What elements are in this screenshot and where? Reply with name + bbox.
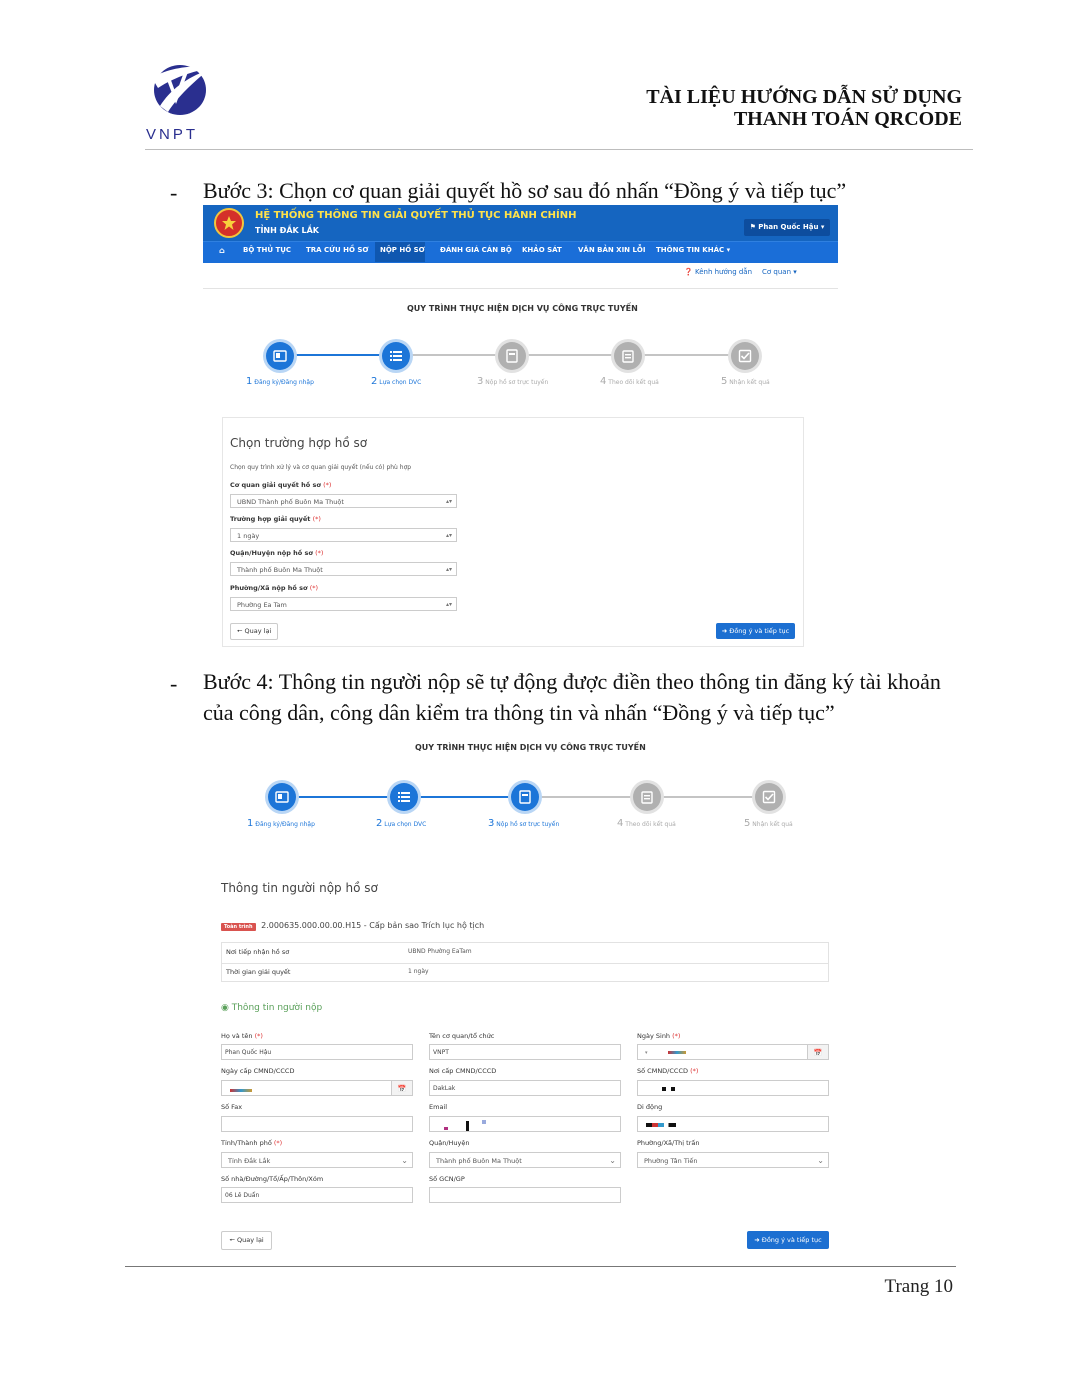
- ward2-select[interactable]: Phường Tân Tiến ⌄: [637, 1152, 829, 1168]
- redacted-mark: [482, 1120, 486, 1124]
- arrow-left-icon: 🠔: [236, 627, 243, 635]
- mobile-input[interactable]: [637, 1116, 829, 1132]
- submit-doc-icon: [518, 790, 532, 804]
- process-step-5: [731, 342, 759, 370]
- footer-divider: [125, 1266, 956, 1267]
- check-circle-icon: ◉: [221, 1003, 229, 1013]
- redacted-mark: [230, 1089, 252, 1092]
- process2-label-4: 4 Theo dõi kết quả: [617, 818, 676, 829]
- district-select[interactable]: Thành phố Buôn Ma Thuột ▴▾: [230, 562, 457, 576]
- id-number-input[interactable]: [637, 1080, 829, 1096]
- process-line: [294, 354, 394, 356]
- step3-bullet: -: [170, 180, 178, 205]
- process-step-2: [382, 342, 410, 370]
- vnpt-logo: [146, 60, 216, 142]
- procedure-line: [221, 921, 484, 930]
- agree-continue-button[interactable]: ➜ Đồng ý và tiếp tục: [716, 623, 795, 639]
- fax-label: Số Fax: [221, 1103, 243, 1111]
- nav-van-ban-xin-loi[interactable]: VĂN BẢN XIN LỖI: [578, 246, 646, 254]
- vnpt-logo-text: VNPT: [146, 126, 199, 143]
- user-menu-button[interactable]: [744, 219, 830, 236]
- check-square-icon: [762, 790, 776, 804]
- nav-thong-tin-khac[interactable]: [656, 246, 730, 254]
- caret-down-icon: ▾: [820, 223, 825, 231]
- redacted-mark: [466, 1121, 469, 1131]
- info-row-value-2: 1 ngày: [408, 968, 429, 975]
- calendar-icon[interactable]: 📅: [807, 1045, 828, 1059]
- organization-label: Tên cơ quan/tổ chức: [429, 1032, 495, 1040]
- document-title-line2: THANH TOÁN QRCODE: [733, 108, 962, 130]
- check-square-icon: [738, 349, 752, 363]
- process2-label-3: 3 Nộp hồ sơ trực tuyến: [488, 818, 560, 829]
- step4-text: [203, 666, 941, 728]
- redacted-mark: [444, 1127, 448, 1130]
- district2-select[interactable]: Thành phố Buôn Ma Thuột ⌄: [429, 1152, 621, 1168]
- step4-text-line2: của công dân, công dân kiểm tra thông tin và nhấn “Đồng ý và tiếp tục”: [203, 700, 835, 725]
- clipboard-icon: [640, 790, 654, 804]
- redacted-mark: [646, 1123, 676, 1127]
- address-label: Số nhà/Đường/Tổ/Ấp/Thôn/Xóm: [221, 1175, 324, 1183]
- redacted-mark: [668, 1051, 686, 1054]
- process2-step-4: [633, 783, 661, 811]
- login-card-icon: [275, 790, 289, 804]
- agency-label: Cơ quan giải quyết hồ sơ (*): [230, 481, 332, 489]
- license-label: Số GCN/GP: [429, 1175, 465, 1183]
- process-step-1: [266, 342, 294, 370]
- ward-select[interactable]: Phường Ea Tam ▴▾: [230, 597, 457, 611]
- caret-down-icon: ▾: [726, 246, 731, 254]
- nav-khao-sat[interactable]: KHẢO SÁT: [522, 246, 562, 254]
- issue-place-input[interactable]: DakLak: [429, 1080, 621, 1096]
- step4-text-line1: Bước 4: Thông tin người nộp sẽ tự động được điền theo thông tin đăng ký tài khoản: [203, 669, 941, 694]
- fullname-label: Họ và tên (*): [221, 1032, 263, 1040]
- portal-province: TỈNH ĐẮK LẮK: [255, 226, 319, 235]
- portal-nav-bar: [203, 241, 838, 263]
- nav-danh-gia-can-bo[interactable]: ĐÁNH GIÁ CÁN BỘ: [440, 246, 512, 254]
- procedure-info-table: [221, 942, 829, 982]
- document-title: [646, 86, 962, 130]
- case-selection-hint: Chọn quy trình xử lý và cơ quan giải quyết (nếu có) phù hợp: [230, 464, 412, 471]
- address-input[interactable]: 06 Lê Duẩn: [221, 1187, 413, 1203]
- header-divider: [145, 149, 973, 150]
- online-badge: Toàn trình: [221, 923, 256, 931]
- chevron-down-icon: ⌄: [609, 1156, 616, 1165]
- step4-bullet: -: [170, 671, 178, 696]
- issue-date-input[interactable]: [221, 1080, 413, 1096]
- page-number: Trang 10: [884, 1276, 953, 1297]
- back-button[interactable]: 🠔 Quay lại: [230, 623, 278, 640]
- ward-label: Phường/Xã nộp hồ sơ (*): [230, 584, 319, 592]
- info-row-label-2: Thời gian giải quyết: [226, 968, 291, 976]
- ward2-label: Phường/Xã/Thị trấn: [637, 1139, 700, 1147]
- mobile-label: Di động: [637, 1103, 663, 1111]
- select-arrow-icon: ▴▾: [445, 498, 452, 505]
- issue-date-label: Ngày cấp CMND/CCCD: [221, 1067, 295, 1075]
- select-arrow-icon: ▴▾: [445, 566, 452, 573]
- agency-link[interactable]: [762, 268, 797, 276]
- process-label-5: 5 Nhận kết quả: [721, 376, 770, 387]
- province-select[interactable]: Tỉnh Đắk Lắk ⌄: [221, 1152, 413, 1168]
- fullname-input[interactable]: Phan Quốc Hậu: [221, 1044, 413, 1060]
- nav-bo-thu-tuc[interactable]: BỘ THỦ TỤC: [243, 246, 292, 254]
- process2-step-1: [268, 783, 296, 811]
- applicant-section-title: ◉ Thông tin người nộp: [221, 1003, 323, 1013]
- redacted-mark: [671, 1087, 675, 1091]
- info-row-label-1: Nơi tiếp nhận hồ sơ: [226, 948, 290, 956]
- help-link[interactable]: [684, 268, 752, 276]
- dropdown-arrow-icon: ▾: [645, 1050, 648, 1056]
- select-arrow-icon: ▴▾: [445, 532, 452, 539]
- calendar-icon[interactable]: 📅: [391, 1081, 412, 1095]
- process-label-3: 3 Nộp hồ sơ trực tuyến: [477, 376, 549, 387]
- process2-step-5: [755, 783, 783, 811]
- case-selection-heading: Chọn trường hợp hồ sơ: [230, 436, 368, 450]
- organization-input[interactable]: VNPT: [429, 1044, 621, 1060]
- nav-thong-tin-khac-label: THÔNG TIN KHÁC: [656, 246, 725, 254]
- portal-system-title: HỆ THỐNG THÔNG TIN GIẢI QUYẾT THỦ TỤC HÀNH CHÍNH: [255, 210, 577, 221]
- chevron-down-icon: ⌄: [817, 1156, 824, 1165]
- id-number-label: Số CMND/CCCD (*): [637, 1067, 699, 1075]
- process2-step-2: [390, 783, 418, 811]
- submit-doc-icon: [505, 349, 519, 363]
- login-card-icon: [273, 349, 287, 363]
- email-input[interactable]: [429, 1116, 621, 1132]
- agency-select[interactable]: UBND Thành phố Buôn Ma Thuột ▴▾: [230, 494, 457, 508]
- redacted-mark: [662, 1087, 666, 1091]
- arrow-right-icon: ➜: [721, 627, 728, 635]
- user-name: Phan Quốc Hậu: [758, 223, 819, 231]
- nav-tra-cuu-ho-so[interactable]: TRA CỨU HỒ SƠ: [306, 246, 369, 254]
- process2-label-2: 2 Lựa chọn DVC: [376, 818, 427, 829]
- birthdate-input[interactable]: [637, 1044, 829, 1060]
- vnpt-logo-mark-icon: [146, 60, 216, 120]
- procedure-name: 2.000635.000.00.00.H15 - Cấp bản sao Trích lục hộ tịch: [261, 921, 485, 930]
- district2-label: Quận/Huyện: [429, 1139, 470, 1147]
- national-emblem-icon: [214, 208, 244, 238]
- birthdate-label: Ngày Sinh (*): [637, 1032, 681, 1040]
- process-title-2: QUY TRÌNH THỰC HIỆN DỊCH VỤ CÔNG TRỰC TUYẾN: [415, 743, 646, 752]
- process2-label-1: 1 Đăng ký/Đăng nhập: [247, 818, 315, 829]
- document-title-line1: TÀI LIỆU HƯỚNG DẪN SỬ DỤNG: [646, 86, 962, 108]
- portal-divider: [203, 288, 838, 289]
- license-input[interactable]: [429, 1187, 621, 1203]
- case-label: Trường hợp giải quyết (*): [230, 515, 321, 523]
- agree-continue-button-2[interactable]: ➜ Đồng ý và tiếp tục: [747, 1231, 829, 1249]
- process-step-4: [614, 342, 642, 370]
- process2-step-3: [511, 783, 539, 811]
- back-button-2[interactable]: 🠔 Quay lại: [221, 1231, 272, 1250]
- email-label: Email: [429, 1103, 448, 1111]
- process-label-1: 1 Đăng ký/Đăng nhập: [246, 376, 314, 387]
- province-label: Tỉnh/Thành phố (*): [221, 1139, 283, 1147]
- district-label: Quận/Huyện nộp hồ sơ (*): [230, 549, 324, 557]
- help-link-label: Kênh hướng dẫn: [694, 268, 753, 276]
- question-icon: ❓: [684, 268, 693, 276]
- issue-place-label: Nơi cấp CMND/CCCD: [429, 1067, 497, 1075]
- process-title: QUY TRÌNH THỰC HIỆN DỊCH VỤ CÔNG TRỰC TUYẾN: [407, 304, 638, 313]
- nav-nop-ho-so[interactable]: NỘP HỒ SƠ: [380, 246, 425, 254]
- list-icon: [397, 790, 411, 804]
- arrow-left-icon: 🠔: [229, 1236, 235, 1244]
- clipboard-icon: [621, 349, 635, 363]
- flag-icon: ⚑: [749, 223, 756, 231]
- info-row-value-1: UBND Phường EaTam: [408, 948, 472, 955]
- agency-link-label: Cơ quan: [762, 268, 792, 276]
- process2-label-5: 5 Nhận kết quả: [744, 818, 793, 829]
- process-line: [410, 354, 750, 356]
- case-select[interactable]: 1 ngày ▴▾: [230, 528, 457, 542]
- select-arrow-icon: ▴▾: [445, 601, 452, 608]
- chevron-down-icon: ⌄: [401, 1156, 408, 1165]
- caret-down-icon: ▾: [793, 268, 797, 276]
- list-icon: [389, 349, 403, 363]
- step3-text: Bước 3: Chọn cơ quan giải quyết hồ sơ sau đó nhấn “Đồng ý và tiếp tục”: [203, 178, 847, 203]
- fax-input[interactable]: [221, 1116, 413, 1132]
- process-label-2: 2 Lựa chọn DVC: [371, 376, 422, 387]
- process-label-4: 4 Theo dõi kết quả: [600, 376, 659, 387]
- home-icon[interactable]: ⌂: [219, 246, 225, 255]
- process-step-3: [498, 342, 526, 370]
- applicant-info-heading: Thông tin người nộp hồ sơ: [221, 881, 378, 895]
- arrow-right-icon: ➜: [754, 1236, 760, 1244]
